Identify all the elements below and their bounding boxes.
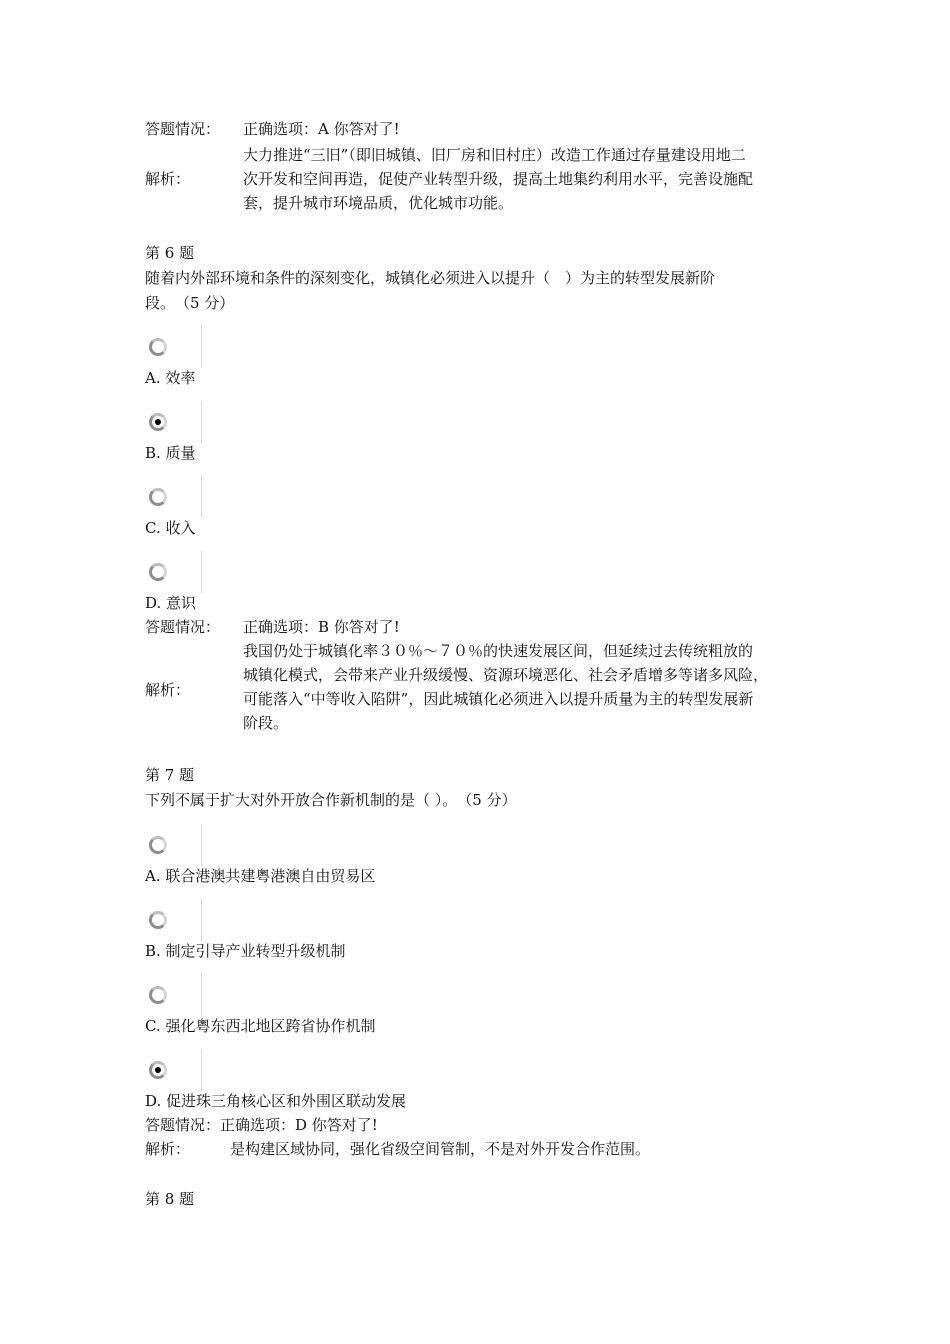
q5-analysis-line-3: 套，提升城市环境品质，优化城市功能。 — [243, 194, 514, 212]
q6-result-value: 正确选项：B 你答对了! — [243, 618, 400, 636]
q6-analysis-label: 解析： — [145, 681, 191, 699]
q6-option-a-label: A. 效率 — [145, 369, 196, 387]
q6-option-b-divider — [201, 401, 202, 443]
q6-option-a-divider — [201, 326, 202, 368]
q7-analysis-text: 是构建区域协同，强化省级空间管制，不是对外开发合作范围。 — [230, 1140, 651, 1158]
q6-option-b-label: B. 质量 — [145, 444, 196, 462]
q5-analysis-line-2: 次开发和空间再造，促使产业转型升级，提高土地集约利用水平，完善设施配 — [243, 170, 754, 188]
q7-result-label: 答题情况： — [145, 1116, 221, 1134]
q7-question: 下列不属于扩大对外开放合作新机制的是（ ）。 （5 分） — [145, 791, 517, 809]
q7-option-a-label: A. 联合港澳共建粤港澳自由贸易区 — [145, 867, 376, 885]
q6-option-b-radio[interactable] — [149, 413, 167, 431]
q7-option-d-radio[interactable] — [149, 1061, 167, 1079]
q6-option-c-divider — [201, 476, 202, 518]
q6-option-c-radio[interactable] — [149, 488, 167, 506]
q6-question-line-1: 随着内外部环境和条件的深刻变化，城镇化必须进入以提升（ ）为主的转型发展新阶 — [145, 269, 716, 287]
q5-analysis-label: 解析： — [145, 170, 191, 188]
q7-option-c-divider — [201, 974, 202, 1016]
q6-option-d-label: D. 意识 — [145, 594, 197, 612]
q7-option-d-label: D. 促进珠三角核心区和外围区联动发展 — [145, 1092, 407, 1110]
q7-option-a-divider — [201, 824, 202, 866]
q7-analysis-label: 解析： — [145, 1140, 191, 1158]
q7-result-value: 正确选项：D 你答对了! — [220, 1116, 378, 1134]
q6-question-line-2: 段。 （5 分） — [145, 294, 235, 312]
q7-option-c-radio[interactable] — [149, 986, 167, 1004]
q7-option-b-radio[interactable] — [149, 911, 167, 929]
q8-number: 第 8 题 — [145, 1190, 195, 1208]
q7-number: 第 7 题 — [145, 766, 195, 784]
q6-analysis-line-4: 阶段。 — [243, 714, 289, 732]
q6-option-c-label: C. 收入 — [145, 519, 196, 537]
q6-option-d-divider — [201, 551, 202, 593]
q7-option-a-radio[interactable] — [149, 836, 167, 854]
q6-analysis-line-3: 可能落入“中等收入陷阱”，因此城镇化必须进入以提升质量为主的转型发展新 — [243, 690, 754, 708]
q6-analysis-line-2: 城镇化模式，会带来产业升级缓慢、资源环境恶化、社会矛盾增多等诸多风险， — [243, 666, 769, 684]
q6-analysis-line-1: 我国仍处于城镇化率３０％～７０％的快速发展区间，但延续过去传统粗放的 — [243, 642, 754, 660]
q5-result-value: 正确选项：A 你答对了! — [243, 120, 400, 138]
q5-result-label: 答题情况： — [145, 120, 221, 138]
q7-option-d-divider — [201, 1049, 202, 1091]
q7-option-b-label: B. 制定引导产业转型升级机制 — [145, 942, 346, 960]
q6-result-label: 答题情况： — [145, 618, 221, 636]
q6-option-d-radio[interactable] — [149, 563, 167, 581]
q7-option-c-label: C. 强化粤东西北地区跨省协作机制 — [145, 1017, 376, 1035]
q5-analysis-line-1: 大力推进“三旧”（即旧城镇、旧厂房和旧村庄）改造工作通过存量建设用地二 — [243, 146, 746, 164]
q7-option-b-divider — [201, 899, 202, 941]
q6-number: 第 6 题 — [145, 244, 195, 262]
q6-option-a-radio[interactable] — [149, 338, 167, 356]
